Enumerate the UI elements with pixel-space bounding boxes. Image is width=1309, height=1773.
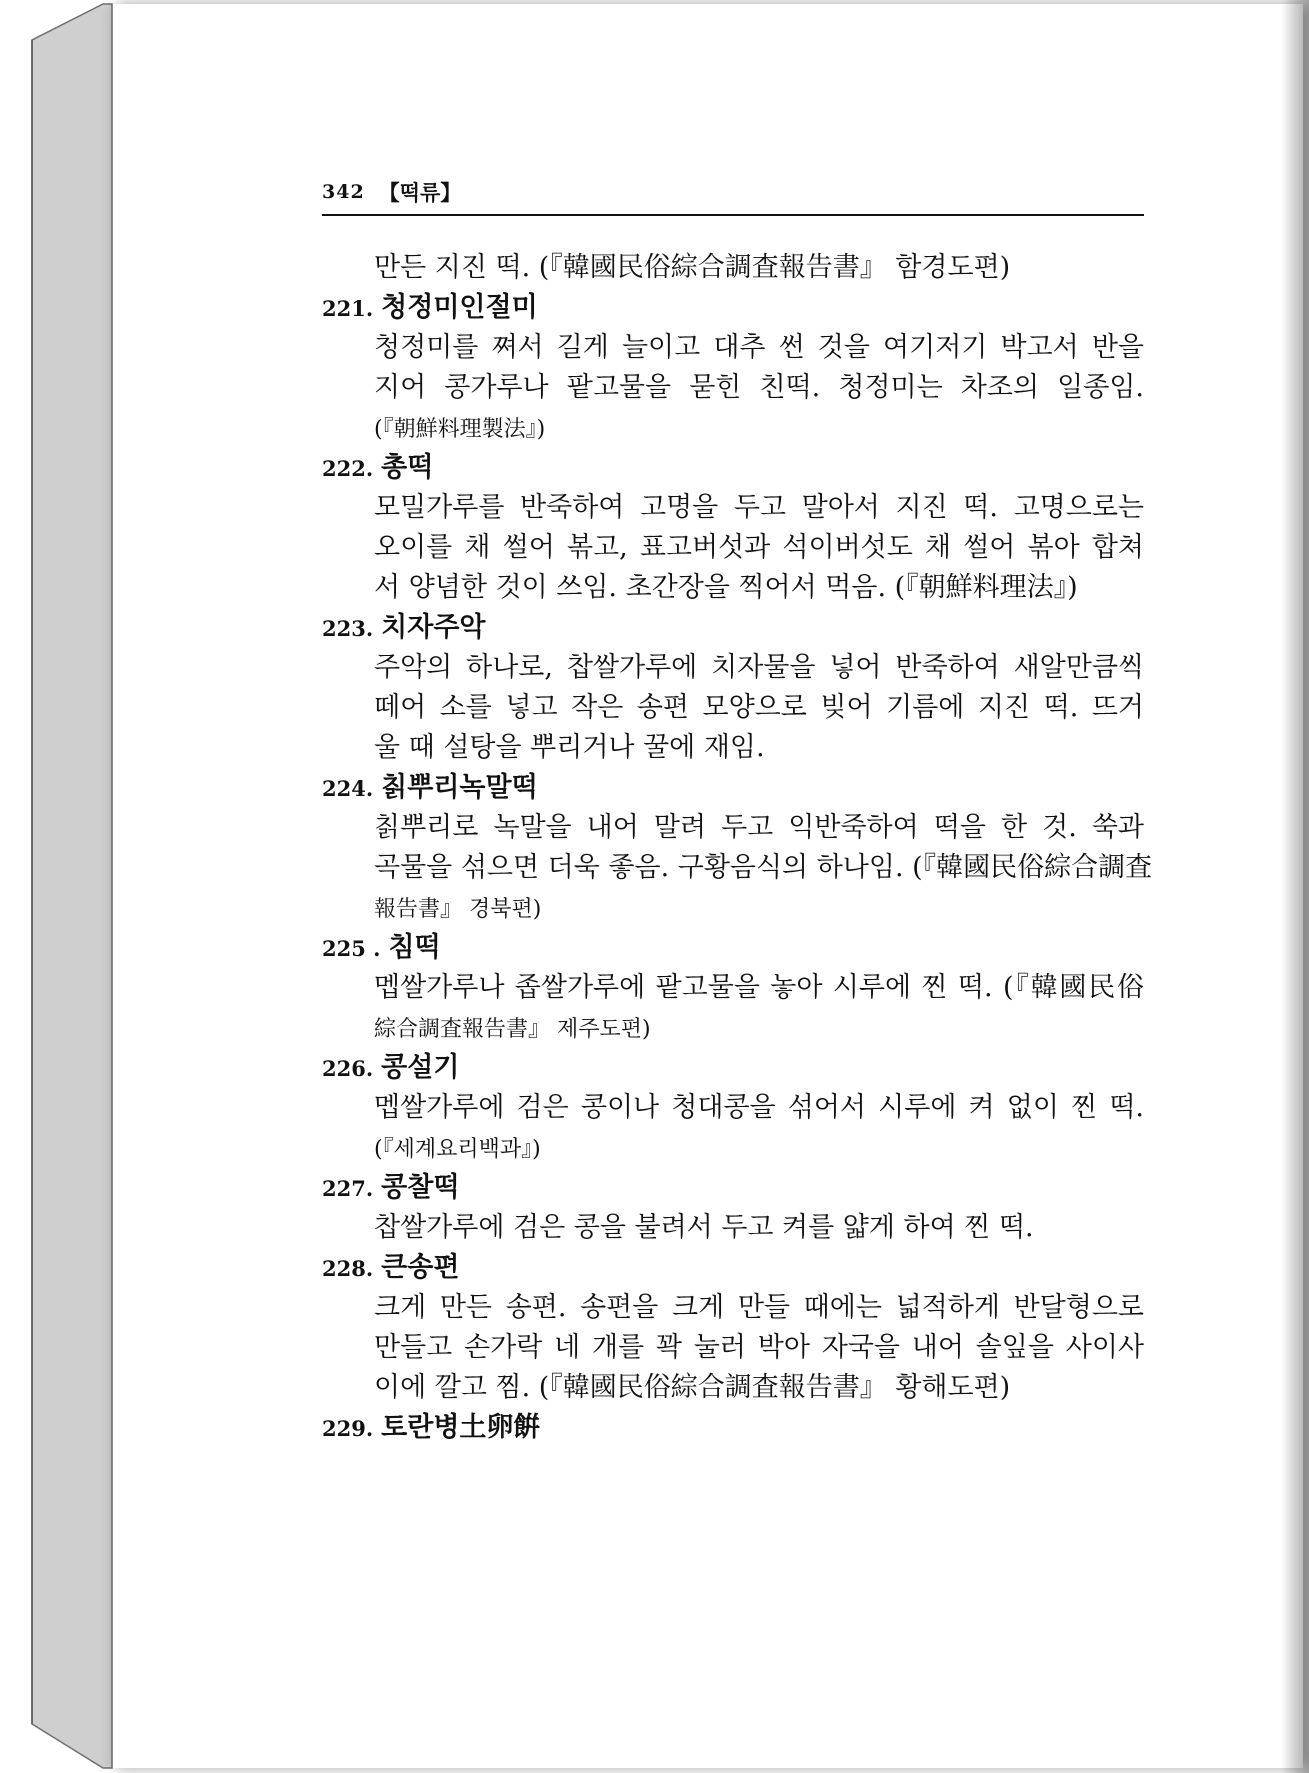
entry-number: 227. — [322, 1176, 374, 1201]
text-line: 멥쌀가루나 좁쌀가루에 팥고물을 놓아 시루에 찐 떡. (『韓國民俗 — [374, 972, 1144, 1003]
entry-title: 콩찰떡 — [381, 1172, 460, 1203]
text-line: 칡뿌리로 녹말을 내어 말려 두고 익반죽하여 떡을 한 것. 쑥과 — [374, 812, 1144, 843]
entry-number: 229. — [322, 1416, 374, 1441]
entry-title: 청정미인절미 — [381, 292, 538, 323]
entry-number: 224. — [322, 776, 374, 801]
entry-title: 총떡 — [381, 452, 434, 483]
page-right-shadow — [1281, 0, 1309, 1773]
text-line: 모밀가루를 반죽하여 고명을 두고 말아서 지진 떡. 고명으로는 — [374, 492, 1144, 523]
entry-heading — [322, 288, 538, 328]
text-line: 서 양념한 것이 쓰임. 초간장을 찍어서 먹음. (『朝鮮料理法』) — [374, 572, 1078, 603]
text-line: 크게 만든 송편. 송편을 크게 만들 때에는 넓적하게 반달형으로 — [374, 1292, 1144, 1323]
entry-heading — [322, 448, 433, 488]
book-side-edge — [0, 0, 118, 1773]
text-line: 울 때 설탕을 뿌리거나 꿀에 재임. — [374, 732, 765, 763]
text-line: 지어 콩가루나 팥고물을 묻힌 친떡. 청정미는 차조의 일종임. — [374, 372, 1144, 403]
source-citation: (『세계요리백과』) — [374, 1137, 541, 1162]
entry-number: 221. — [322, 296, 374, 321]
entry-heading — [322, 1248, 459, 1288]
source-citation: 報告書』 경북편) — [374, 897, 542, 922]
text-line: 청정미를 쪄서 길게 늘이고 대추 썬 것을 여기저기 박고서 반을 — [374, 332, 1144, 363]
entry-title: 침떡 — [388, 932, 441, 963]
source-citation: 綜合調査報告書』 제주도편) — [374, 1017, 651, 1042]
text-line: 만든 지진 떡. (『韓國民俗綜合調査報告書』 함경도편) — [374, 252, 1011, 283]
text-line: 오이를 채 썰어 볶고, 표고버섯과 석이버섯도 채 썰어 볶아 합쳐 — [374, 532, 1144, 563]
section-title: 【떡류】 — [378, 180, 462, 205]
entry-title: 칡뿌리녹말떡 — [381, 772, 538, 803]
entry-heading — [322, 928, 441, 968]
entry-title: 콩설기 — [381, 1052, 460, 1083]
text-line: 이에 깔고 찜. (『韓國民俗綜合調査報告書』 황해도편) — [374, 1372, 1011, 1403]
entry-heading — [322, 1408, 540, 1448]
entry-number: 225 . — [322, 936, 381, 961]
text-line: 멥쌀가루에 검은 콩이나 청대콩을 섞어서 시루에 켜 없이 찐 떡. — [374, 1092, 1144, 1123]
entry-heading — [322, 608, 485, 648]
text-line: 곡물을 섞으면 더욱 좋음. 구황음식의 하나임. (『韓國民俗綜合調査 — [374, 852, 1153, 883]
entry-number: 226. — [322, 1056, 374, 1081]
entry-heading — [322, 1168, 459, 1208]
entry-number: 223. — [322, 616, 374, 641]
entry-heading — [322, 1048, 459, 1088]
source-citation: (『朝鮮料理製法』) — [374, 417, 546, 442]
text-line: 주악의 하나로, 찹쌀가루에 치자물을 넣어 반죽하여 새알만큼씩 — [374, 652, 1144, 683]
page-number: 342 — [322, 181, 365, 203]
text-line: 만들고 손가락 네 개를 꽉 눌러 박아 자국을 내어 솔잎을 사이사 — [374, 1332, 1144, 1363]
text-line: 떼어 소를 넣고 작은 송편 모양으로 빚어 기름에 지진 떡. 뜨거 — [374, 692, 1144, 723]
entry-title: 큰송편 — [381, 1252, 460, 1283]
entry-number: 222. — [322, 456, 374, 481]
entry-title: 치자주악 — [381, 612, 486, 643]
entry-number: 228. — [322, 1256, 374, 1281]
entry-title: 토란병土卵餠 — [381, 1412, 541, 1443]
text-line: 찹쌀가루에 검은 콩을 불려서 두고 켜를 얇게 하여 찐 떡. — [374, 1212, 1034, 1243]
entry-heading — [322, 768, 538, 808]
running-header — [322, 170, 1144, 216]
